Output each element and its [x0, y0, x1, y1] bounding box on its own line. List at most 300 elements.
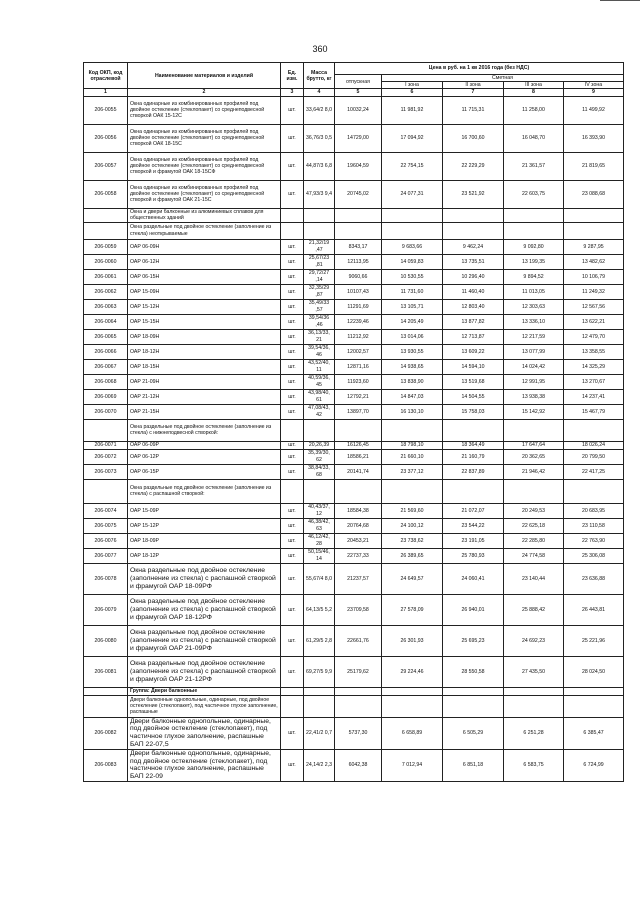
mass-cell: 33,64/2 8,0: [304, 96, 335, 124]
zone-1-price-cell: 14 938,65: [382, 359, 443, 374]
unit-cell: шт.: [281, 374, 304, 389]
mass-cell: [304, 687, 335, 695]
name-cell: ОАР 18-15Н: [128, 359, 281, 374]
zone-1-price-cell: 26 301,93: [382, 625, 443, 656]
table-row: [84, 299, 624, 314]
zone-1-price-cell: 22 754,15: [382, 152, 443, 180]
unit-cell: [281, 222, 304, 239]
mass-cell: 25,67/23 ,81: [304, 254, 335, 269]
unit-cell: шт.: [281, 254, 304, 269]
name-cell: Двери балконные однопольные, одинарные, под двойное остекление (стеклопакет), под частичное глухое заполнение, распашные БАП 22-07,5: [128, 717, 281, 749]
release-price-cell: 21237,57: [335, 563, 382, 594]
price-cell: [382, 479, 443, 503]
unit-cell: шт.: [281, 404, 304, 419]
zone-3-price-cell: 15 142,92: [504, 404, 564, 419]
zone-2-price-cell: 28 550,58: [443, 656, 504, 687]
release-price-cell: 19604,59: [335, 152, 382, 180]
price-cell: [382, 687, 443, 695]
mass-cell: [304, 479, 335, 503]
col-number: 7: [443, 89, 504, 96]
mass-cell: 35,39/30, 62: [304, 449, 335, 464]
release-price-cell: 14729,00: [335, 124, 382, 152]
mass-cell: 55,67/4 8,0: [304, 563, 335, 594]
code-cell: 206-0058: [84, 180, 128, 208]
zone-4-price-cell: 12 567,56: [564, 299, 624, 314]
unit-cell: шт.: [281, 329, 304, 344]
zone-3-price-cell: 6 583,75: [504, 749, 564, 781]
release-price-cell: 22737,33: [335, 548, 382, 563]
mass-cell: 43,52/40, 11: [304, 359, 335, 374]
zone-3-price-cell: 14 024,42: [504, 359, 564, 374]
name-cell: Окна раздельные под двойное остекление (заполнение из стекла) с распашной створкой и фрамугой ОАР 18-12РФ: [128, 594, 281, 625]
zone-4-price-cell: 13 482,62: [564, 254, 624, 269]
zone-1-price-cell: 9 683,66: [382, 239, 443, 254]
unit-cell: шт.: [281, 656, 304, 687]
table-row: [84, 284, 624, 299]
code-cell: 206-0063: [84, 299, 128, 314]
release-price-cell: 13897,70: [335, 404, 382, 419]
price-cell: [504, 687, 564, 695]
col-number: 2: [128, 89, 281, 96]
release-price-cell: 20141,74: [335, 464, 382, 479]
table-row: [84, 656, 624, 687]
zone-2-price-cell: 26 940,01: [443, 594, 504, 625]
unit-cell: шт.: [281, 269, 304, 284]
mass-cell: 24,14/2 2,3: [304, 749, 335, 781]
zone-3-price-cell: 12 217,59: [504, 329, 564, 344]
zone-4-price-cell: 9 287,95: [564, 239, 624, 254]
zone-4-price-cell: 22 763,90: [564, 533, 624, 548]
mass-cell: 46,12/42, 28: [304, 533, 335, 548]
zone-4-price-cell: 10 106,79: [564, 269, 624, 284]
table-row: [84, 152, 624, 180]
unit-cell: [281, 419, 304, 441]
zone-2-price-cell: 10 296,40: [443, 269, 504, 284]
price-cell: [443, 479, 504, 503]
header-zone-3: III зона: [504, 82, 564, 89]
name-cell: ОАР 15-09Р: [128, 503, 281, 518]
code-cell: 206-0075: [84, 518, 128, 533]
mass-cell: [304, 208, 335, 222]
zone-3-price-cell: 13 077,99: [504, 344, 564, 359]
zone-4-price-cell: 25 221,96: [564, 625, 624, 656]
release-price-cell: 22661,76: [335, 625, 382, 656]
code-cell: 206-0072: [84, 449, 128, 464]
unit-cell: шт.: [281, 449, 304, 464]
zone-4-price-cell: 12 479,70: [564, 329, 624, 344]
price-cell: [335, 222, 382, 239]
zone-1-price-cell: 24 649,57: [382, 563, 443, 594]
table-row: [84, 449, 624, 464]
mass-cell: 47,08/43, 42: [304, 404, 335, 419]
release-price-cell: 23709,58: [335, 594, 382, 625]
zone-3-price-cell: 9 894,52: [504, 269, 564, 284]
zone-2-price-cell: 16 700,60: [443, 124, 504, 152]
code-cell: 206-0077: [84, 548, 128, 563]
code-cell: 206-0074: [84, 503, 128, 518]
zone-2-price-cell: 12 713,87: [443, 329, 504, 344]
code-cell: 206-0055: [84, 96, 128, 124]
code-cell: 206-0065: [84, 329, 128, 344]
price-cell: [443, 687, 504, 695]
code-cell: 206-0073: [84, 464, 128, 479]
release-price-cell: 20453,21: [335, 533, 382, 548]
unit-cell: [281, 208, 304, 222]
unit-cell: шт.: [281, 749, 304, 781]
zone-1-price-cell: 11 731,60: [382, 284, 443, 299]
col-number: 6: [382, 89, 443, 96]
header-zone-1: I зона: [382, 82, 443, 89]
mass-cell: 61,29/5 2,8: [304, 625, 335, 656]
price-cell: [564, 695, 624, 717]
code-cell: 206-0061: [84, 269, 128, 284]
group-title-cell: Окна раздельные под двойное остекление (заполнение из стекла) с распашной створкой:: [128, 479, 281, 503]
header-price: Цена в руб. на 1 кв 2016 года (без НДС): [335, 63, 624, 75]
zone-4-price-cell: 6 724,99: [564, 749, 624, 781]
mass-cell: 40,59/36, 45: [304, 374, 335, 389]
release-price-cell: 8343,17: [335, 239, 382, 254]
table-row: [84, 389, 624, 404]
price-cell: [564, 419, 624, 441]
name-cell: ОАР 06-15Р: [128, 464, 281, 479]
group-title-cell: Окна раздельные под двойное остекление (заполнение из стекла) неоткрываемые: [128, 222, 281, 239]
col-number: 8: [504, 89, 564, 96]
header-unit: Ед. изм.: [281, 63, 304, 89]
table-row: [84, 254, 624, 269]
unit-cell: шт.: [281, 344, 304, 359]
release-price-cell: 12002,57: [335, 344, 382, 359]
mass-cell: 39,54/36, 46: [304, 344, 335, 359]
header-name: Наименование материалов и изделий: [128, 63, 281, 89]
zone-1-price-cell: 21 569,60: [382, 503, 443, 518]
col-number: 3: [281, 89, 304, 96]
mass-cell: 64,13/5 5,2: [304, 594, 335, 625]
mass-cell: 50,15/46, 14: [304, 548, 335, 563]
col-number: 1: [84, 89, 128, 96]
release-price-cell: 18586,21: [335, 449, 382, 464]
zone-3-price-cell: 22 625,18: [504, 518, 564, 533]
name-cell: ОАР 21-09Н: [128, 374, 281, 389]
name-cell: Окна раздельные под двойное остекление (заполнение из стекла) с распашной створкой и фрамугой ОАР 21-12РФ: [128, 656, 281, 687]
zone-4-price-cell: 23 088,68: [564, 180, 624, 208]
price-cell: [504, 419, 564, 441]
name-cell: Окна одинарные из комбинированных профилей под двойное остекление (стеклопакет) со среднеподвесной створкой и фрамугой ОАК 18-15СФ: [128, 152, 281, 180]
unit-cell: [281, 479, 304, 503]
zone-3-price-cell: 24 774,58: [504, 548, 564, 563]
price-cell: [564, 208, 624, 222]
name-cell: ОАР 06-09Р: [128, 441, 281, 449]
name-cell: ОАР 06-12Н: [128, 254, 281, 269]
zone-1-price-cell: 14 059,83: [382, 254, 443, 269]
code-cell: 206-0068: [84, 374, 128, 389]
group-title-cell: Группа: Двери балконные: [128, 687, 281, 695]
zone-1-price-cell: 13 930,55: [382, 344, 443, 359]
price-cell: [443, 695, 504, 717]
header-mass: Масса брутто, кг: [304, 63, 335, 89]
name-cell: ОАР 15-12Н: [128, 299, 281, 314]
name-cell: ОАР 18-12Н: [128, 344, 281, 359]
name-cell: ОАР 15-12Р: [128, 518, 281, 533]
zone-3-price-cell: 22 603,75: [504, 180, 564, 208]
release-price-cell: 18584,38: [335, 503, 382, 518]
unit-cell: шт.: [281, 441, 304, 449]
price-cell: [564, 687, 624, 695]
price-cell: [504, 208, 564, 222]
table-row: [84, 359, 624, 374]
code-cell: 206-0070: [84, 404, 128, 419]
price-cell: [382, 222, 443, 239]
unit-cell: шт.: [281, 180, 304, 208]
unit-cell: шт.: [281, 389, 304, 404]
group-title-cell: Окна раздельные под двойное остекление (заполнение из стекла) с нижнеподвесной створкой:: [128, 419, 281, 441]
unit-cell: шт.: [281, 518, 304, 533]
name-cell: ОАР 21-15Н: [128, 404, 281, 419]
zone-1-price-cell: 24 077,31: [382, 180, 443, 208]
name-cell: Окна одинарные из комбинированных профилей под двойное остекление (стеклопакет) со среднеподвесной створкой ОАК 18-15С: [128, 124, 281, 152]
mass-cell: 36,13/33, 21: [304, 329, 335, 344]
zone-2-price-cell: 15 758,03: [443, 404, 504, 419]
release-price-cell: 11212,92: [335, 329, 382, 344]
zone-4-price-cell: 20 799,50: [564, 449, 624, 464]
table-row: [84, 441, 624, 449]
code-cell: [84, 222, 128, 239]
table-row: [84, 503, 624, 518]
price-cell: [564, 222, 624, 239]
zone-1-price-cell: 13 838,90: [382, 374, 443, 389]
zone-3-price-cell: 17 647,64: [504, 441, 564, 449]
code-cell: 206-0057: [84, 152, 128, 180]
zone-2-price-cell: 25 695,23: [443, 625, 504, 656]
zone-1-price-cell: 14 847,03: [382, 389, 443, 404]
mass-cell: 69,27/5 9,9: [304, 656, 335, 687]
table-row: [84, 314, 624, 329]
release-price-cell: 11291,69: [335, 299, 382, 314]
price-cell: [335, 687, 382, 695]
code-cell: 206-0083: [84, 749, 128, 781]
release-price-cell: 20745,02: [335, 180, 382, 208]
page-number: 360: [312, 44, 328, 54]
mass-cell: 36,76/3 0,5: [304, 124, 335, 152]
mass-cell: 32,35/29 ,87: [304, 284, 335, 299]
mass-cell: 43,98/40, 61: [304, 389, 335, 404]
zone-3-price-cell: 21 361,57: [504, 152, 564, 180]
mass-cell: 47,93/3 9,4: [304, 180, 335, 208]
name-cell: ОАР 18-09Р: [128, 533, 281, 548]
table-row: [84, 594, 624, 625]
table-row: [84, 374, 624, 389]
zone-2-price-cell: 25 780,93: [443, 548, 504, 563]
table-row: [84, 269, 624, 284]
unit-cell: шт.: [281, 284, 304, 299]
zone-4-price-cell: 25 306,08: [564, 548, 624, 563]
zone-3-price-cell: 27 435,50: [504, 656, 564, 687]
mass-cell: 20,26,39: [304, 441, 335, 449]
code-cell: [84, 695, 128, 717]
mass-cell: 29,72/27 ,14: [304, 269, 335, 284]
table-row: [84, 329, 624, 344]
mass-cell: [304, 695, 335, 717]
col-number: 9: [564, 89, 624, 96]
column-number-row: [84, 89, 624, 96]
code-cell: 206-0062: [84, 284, 128, 299]
zone-2-price-cell: 24 060,41: [443, 563, 504, 594]
price-cell: [382, 208, 443, 222]
group-header-row: [84, 687, 624, 695]
group-header-row: [84, 222, 624, 239]
table-row: [84, 518, 624, 533]
zone-1-price-cell: 14 205,49: [382, 314, 443, 329]
zone-3-price-cell: 22 285,80: [504, 533, 564, 548]
zone-1-price-cell: 10 530,55: [382, 269, 443, 284]
code-cell: 206-0082: [84, 717, 128, 749]
zone-3-price-cell: 25 888,42: [504, 594, 564, 625]
unit-cell: шт.: [281, 548, 304, 563]
zone-1-price-cell: 13 014,06: [382, 329, 443, 344]
zone-1-price-cell: 27 578,09: [382, 594, 443, 625]
release-price-cell: 9060,66: [335, 269, 382, 284]
col-number: 4: [304, 89, 335, 96]
unit-cell: шт.: [281, 314, 304, 329]
price-cell: [504, 222, 564, 239]
zone-3-price-cell: 20 362,65: [504, 449, 564, 464]
zone-4-price-cell: 23 110,58: [564, 518, 624, 533]
price-cell: [335, 208, 382, 222]
mass-cell: 35,49/33 ,57: [304, 299, 335, 314]
code-cell: 206-0067: [84, 359, 128, 374]
unit-cell: [281, 687, 304, 695]
price-cell: [382, 695, 443, 717]
price-cell: [443, 222, 504, 239]
table-body: [84, 96, 624, 781]
top-edge-line: [600, 0, 640, 5]
zone-4-price-cell: 22 417,25: [564, 464, 624, 479]
unit-cell: шт.: [281, 239, 304, 254]
table-row: [84, 533, 624, 548]
zone-2-price-cell: 21 160,79: [443, 449, 504, 464]
code-cell: [84, 687, 128, 695]
code-cell: 206-0071: [84, 441, 128, 449]
mass-cell: [304, 419, 335, 441]
zone-3-price-cell: 12 303,63: [504, 299, 564, 314]
zone-1-price-cell: 7 012,94: [382, 749, 443, 781]
release-price-cell: 12792,21: [335, 389, 382, 404]
zone-2-price-cell: 23 544,22: [443, 518, 504, 533]
unit-cell: шт.: [281, 359, 304, 374]
price-table: [83, 62, 624, 782]
zone-4-price-cell: 21 819,65: [564, 152, 624, 180]
unit-cell: шт.: [281, 299, 304, 314]
zone-3-price-cell: 12 991,95: [504, 374, 564, 389]
code-cell: [84, 479, 128, 503]
code-cell: 206-0080: [84, 625, 128, 656]
release-price-cell: 10032,24: [335, 96, 382, 124]
unit-cell: шт.: [281, 152, 304, 180]
unit-cell: шт.: [281, 533, 304, 548]
zone-4-price-cell: 20 683,95: [564, 503, 624, 518]
zone-3-price-cell: 13 336,10: [504, 314, 564, 329]
group-header-row: [84, 208, 624, 222]
zone-2-price-cell: 13 735,51: [443, 254, 504, 269]
release-price-cell: 6042,38: [335, 749, 382, 781]
zone-2-price-cell: 14 504,55: [443, 389, 504, 404]
name-cell: ОАР 06-12Р: [128, 449, 281, 464]
zone-3-price-cell: 9 092,80: [504, 239, 564, 254]
table-row: [84, 625, 624, 656]
table-row: [84, 717, 624, 749]
unit-cell: шт.: [281, 503, 304, 518]
header-zone-4: IV зона: [564, 82, 624, 89]
zone-4-price-cell: 15 467,79: [564, 404, 624, 419]
name-cell: ОАР 15-09Н: [128, 284, 281, 299]
mass-cell: 39,54/36 ,46: [304, 314, 335, 329]
zone-3-price-cell: 6 251,28: [504, 717, 564, 749]
zone-2-price-cell: 6 505,29: [443, 717, 504, 749]
zone-2-price-cell: 13 877,82: [443, 314, 504, 329]
zone-1-price-cell: 18 798,10: [382, 441, 443, 449]
code-cell: 206-0060: [84, 254, 128, 269]
zone-3-price-cell: 13 199,35: [504, 254, 564, 269]
mass-cell: 44,87/3 6,8: [304, 152, 335, 180]
zone-1-price-cell: 24 100,12: [382, 518, 443, 533]
price-cell: [335, 419, 382, 441]
release-price-cell: 12239,46: [335, 314, 382, 329]
table-row: [84, 749, 624, 781]
release-price-cell: 20764,68: [335, 518, 382, 533]
group-header-row: [84, 479, 624, 503]
name-cell: Окна одинарные из комбинированных профилей под двойное остекление (стеклопакет) со среднеподвесной створкой ОАК 15-12С: [128, 96, 281, 124]
unit-cell: шт.: [281, 594, 304, 625]
zone-2-price-cell: 23 191,05: [443, 533, 504, 548]
zone-4-price-cell: 14 237,41: [564, 389, 624, 404]
zone-4-price-cell: 18 026,24: [564, 441, 624, 449]
zone-2-price-cell: 21 072,07: [443, 503, 504, 518]
price-cell: [443, 419, 504, 441]
release-price-cell: 11923,60: [335, 374, 382, 389]
unit-cell: шт.: [281, 563, 304, 594]
group-header-row: [84, 695, 624, 717]
zone-4-price-cell: 11 249,32: [564, 284, 624, 299]
price-cell: [335, 695, 382, 717]
header-estimate-price: Сметная: [382, 75, 624, 82]
code-cell: [84, 419, 128, 441]
zone-2-price-cell: 6 851,18: [443, 749, 504, 781]
header-zone-2: II зона: [443, 82, 504, 89]
table-row: [84, 548, 624, 563]
group-header-row: [84, 419, 624, 441]
zone-1-price-cell: 29 224,46: [382, 656, 443, 687]
price-cell: [504, 695, 564, 717]
zone-4-price-cell: 16 393,90: [564, 124, 624, 152]
zone-2-price-cell: 11 460,40: [443, 284, 504, 299]
zone-2-price-cell: 23 521,92: [443, 180, 504, 208]
table-row: [84, 563, 624, 594]
name-cell: ОАР 18-09Н: [128, 329, 281, 344]
release-price-cell: 12871,16: [335, 359, 382, 374]
zone-1-price-cell: 6 658,89: [382, 717, 443, 749]
zone-2-price-cell: 13 609,22: [443, 344, 504, 359]
release-price-cell: 25179,62: [335, 656, 382, 687]
zone-3-price-cell: 20 249,53: [504, 503, 564, 518]
mass-cell: 22,41/2 0,7: [304, 717, 335, 749]
zone-1-price-cell: 16 130,10: [382, 404, 443, 419]
code-cell: 206-0079: [84, 594, 128, 625]
table-row: [84, 239, 624, 254]
table-row: [84, 404, 624, 419]
price-cell: [382, 419, 443, 441]
zone-4-price-cell: 13 358,55: [564, 344, 624, 359]
code-cell: 206-0081: [84, 656, 128, 687]
zone-4-price-cell: 23 636,88: [564, 563, 624, 594]
